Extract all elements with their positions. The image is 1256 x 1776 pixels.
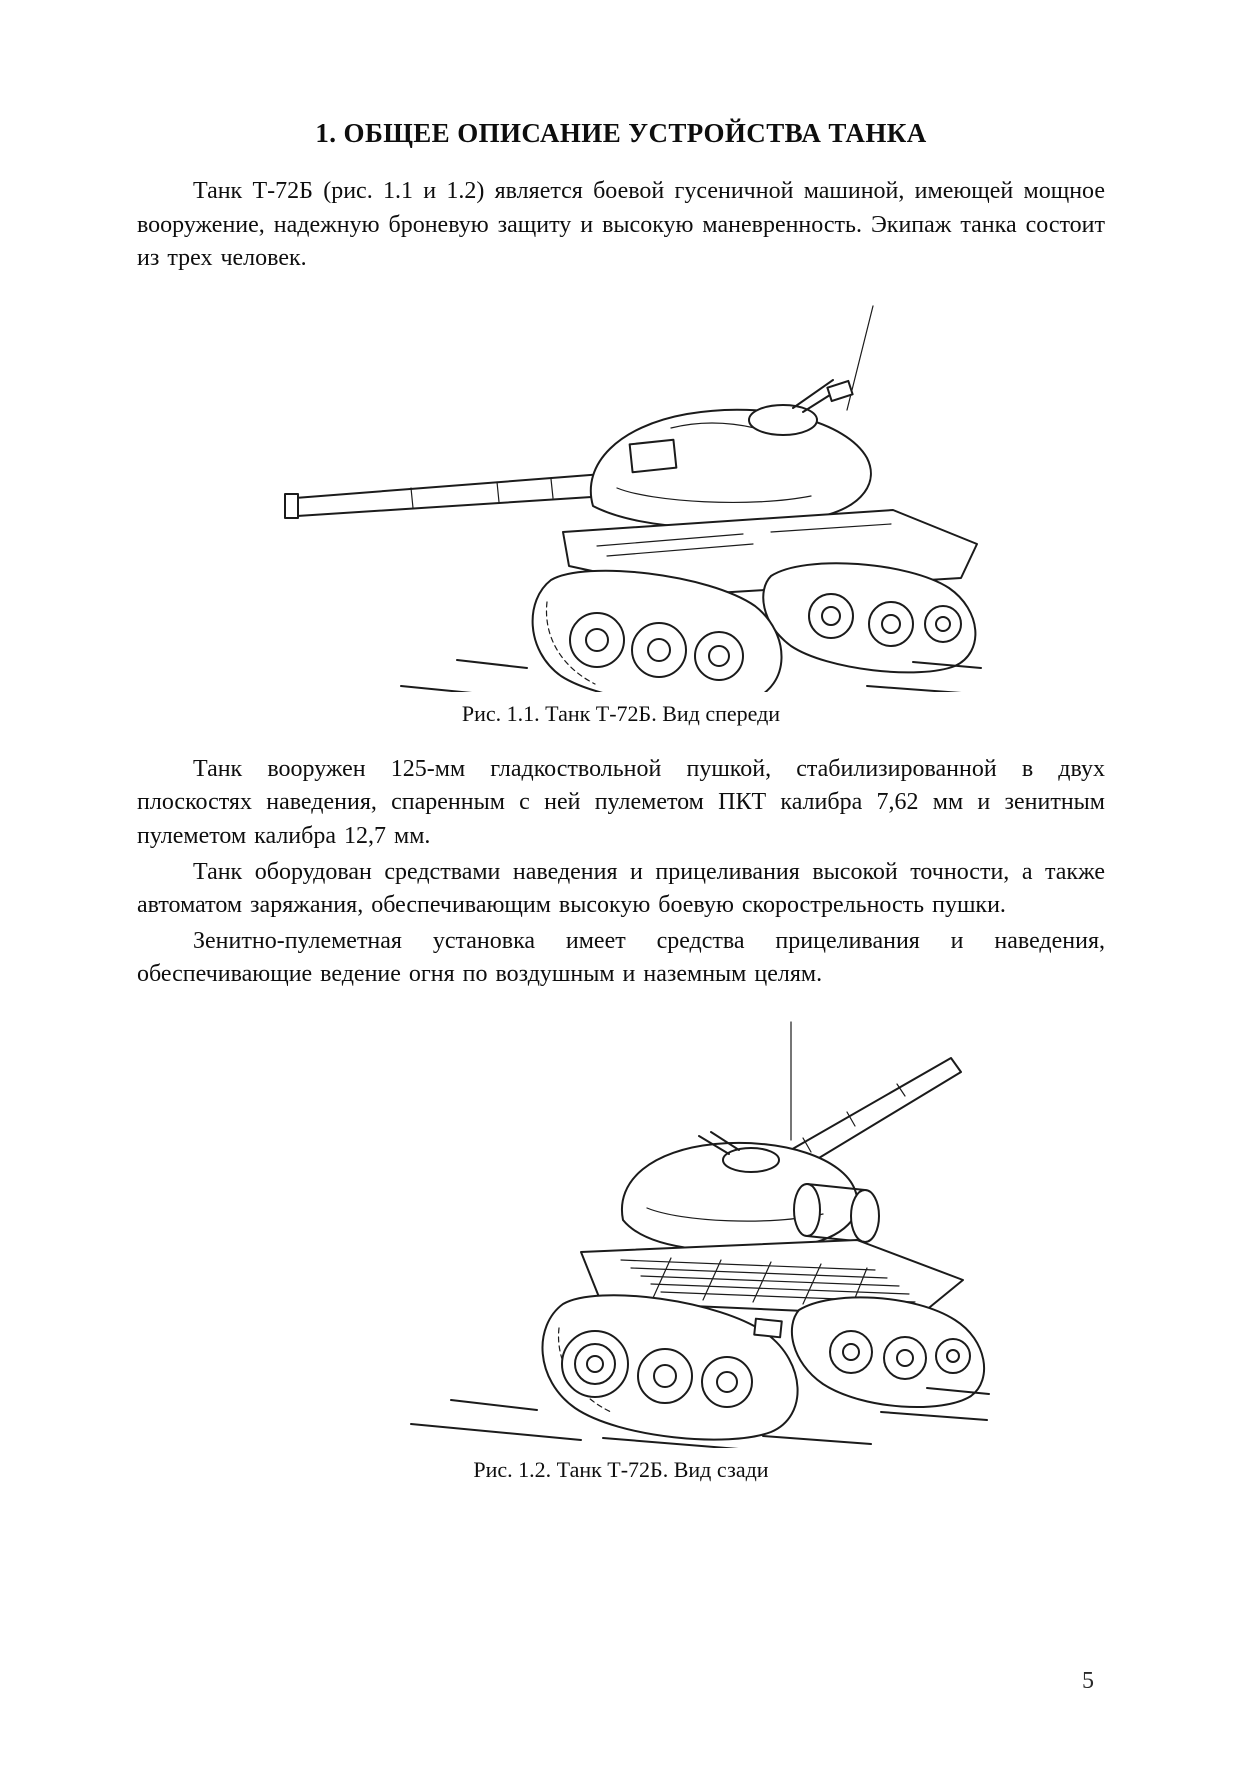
tank-rear-view-svg [251,1008,991,1448]
idler-wheel [562,1331,628,1397]
searchlight [630,440,677,472]
figure-1 [137,292,1105,727]
gun-muzzle [285,494,298,518]
road-wheel [570,613,624,667]
gun-barrel [295,474,607,516]
tank-front-view-illustration [251,292,991,692]
paragraph-intro: Танк Т-72Б (рис. 1.1 и 1.2) является боевой гусеничной машиной, имеющей мощное вооружение, надежную броневую защиту и высокую маневренность. Экипаж танка состоит из трех человек. [137,178,1105,272]
paragraph-equipment: Танк оборудован средствами наведения и прицеливания высокой точности, а также автоматом заряжания, обеспечивающим высокую боевую скорострельность пушки. [137,858,1105,919]
page-title: 1. ОБЩЕЕ ОПИСАНИЕ УСТРОЙСТВА ТАНКА [315,118,927,148]
commander-cupola [723,1148,779,1172]
figure-2 [137,1008,1105,1483]
page-number: 5 [1082,1668,1094,1694]
paragraph-aa-mount: Зенитно-пулеметная установка имеет средства прицеливания и наведения, обеспечивающие ведение огня по воздушным и наземным целям. [137,927,1105,988]
road-wheel [638,1349,692,1403]
road-wheel [632,623,686,677]
road-wheel [702,1357,752,1407]
figure-1-caption: Рис. 1.1. Танк Т-72Б. Вид спереди [461,700,781,726]
tank-front-view-svg [251,292,991,692]
road-wheel [695,632,743,680]
text-column [137,0,1105,1483]
rear-hatch [754,1319,782,1338]
paragraph-armament: Танк вооружен 125-мм гладкоствольной пушкой, стабилизированной в двух плоскостях наведения, спаренным с ней пулеметом ПКТ калибра 7,62 мм и зенитным пулеметом калибра 12,7 мм. [137,755,1105,849]
tank-rear-view-illustration [251,1008,991,1448]
figure-2-caption: Рис. 1.2. Танк Т-72Б. Вид сзади [473,1456,769,1482]
